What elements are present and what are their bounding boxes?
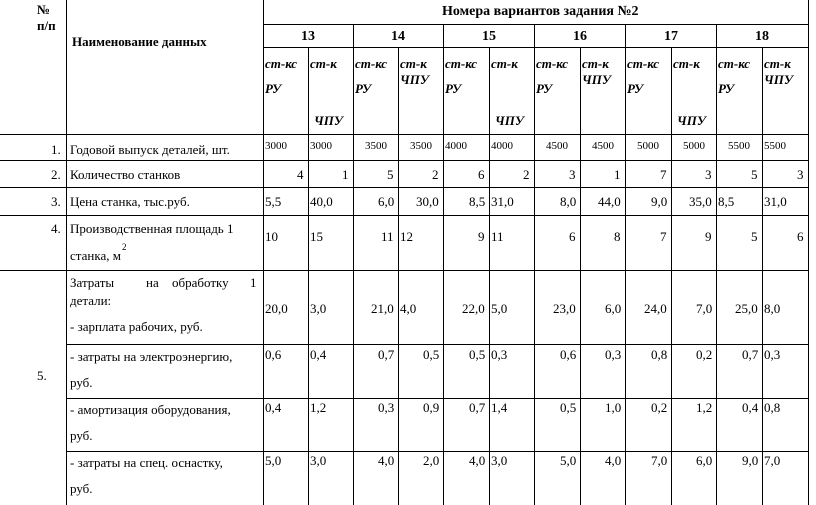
machine-type: ст-к	[673, 56, 700, 71]
row-name: руб.	[70, 428, 93, 443]
cell-value: 0,7	[469, 400, 486, 415]
cell-value: 3,0	[310, 453, 327, 468]
cell-value: 3	[569, 167, 576, 182]
grid-line	[66, 451, 809, 452]
cell-value: 0,2	[696, 347, 713, 362]
cell-value: 6,0	[378, 194, 395, 209]
machine-type: ЧПУ	[677, 113, 706, 128]
cell-value: 7	[660, 229, 667, 244]
row-name: станка, м	[70, 248, 121, 263]
cell-value: 8,0	[560, 194, 577, 209]
cell-value: 0,8	[651, 347, 668, 362]
grid-line	[0, 187, 809, 188]
cell-value: 5	[751, 167, 758, 182]
cell-value: 31,0	[491, 194, 514, 209]
grid-line	[263, 24, 809, 25]
cell-value: 1	[614, 167, 621, 182]
cell-value: 5,0	[265, 453, 282, 468]
machine-type: ЧПУ	[764, 72, 793, 87]
cell-value: 9,0	[651, 194, 668, 209]
cell-value: 7,0	[651, 453, 668, 468]
row-number: 2.	[51, 167, 61, 182]
grid-line	[580, 47, 581, 505]
row-name: Производственная площадь 1	[70, 221, 234, 236]
row-name: Затраты	[70, 275, 115, 290]
cell-value: 0,9	[423, 400, 440, 415]
variant-number: 16	[573, 29, 587, 44]
grid-line	[671, 47, 672, 505]
cell-value: 5500	[728, 140, 750, 152]
cell-value: 8	[614, 229, 621, 244]
grid-line	[66, 0, 67, 505]
grid-line	[0, 215, 809, 216]
row-name: обработку	[172, 275, 229, 290]
cell-value: 3000	[310, 140, 332, 152]
cell-value: 3000	[265, 140, 287, 152]
cell-value: 5000	[637, 140, 659, 152]
cell-value: 0,3	[378, 400, 395, 415]
row-name: - зарплата рабочих, руб.	[70, 319, 203, 334]
cell-value: 0,4	[742, 400, 759, 415]
cell-value: 0,3	[491, 347, 508, 362]
cell-value: 3500	[410, 140, 432, 152]
machine-type: ст-к	[310, 56, 337, 71]
cell-value: 20,0	[265, 301, 288, 316]
cell-value: 1,4	[491, 400, 508, 415]
cell-value: 2	[523, 167, 530, 182]
grid-line	[716, 24, 717, 505]
cell-value: 11	[381, 229, 394, 244]
cell-value: 0,5	[469, 347, 486, 362]
cell-value: 1,2	[310, 400, 327, 415]
cell-value: 8,5	[469, 194, 486, 209]
cell-value: 8,5	[718, 194, 735, 209]
cell-value: 0,4	[265, 400, 282, 415]
cell-value: 4	[297, 167, 304, 182]
cell-value: 7	[660, 167, 667, 182]
cell-value: 5,5	[265, 194, 282, 209]
row-name: детали:	[70, 293, 112, 308]
cell-value: 0,2	[651, 400, 668, 415]
cell-value: 4,0	[378, 453, 395, 468]
cell-value: 4,0	[469, 453, 486, 468]
cell-value: 10	[265, 229, 278, 244]
cell-value: 7,0	[696, 301, 713, 316]
row-number: 4.	[51, 221, 61, 236]
cell-value: 0,5	[560, 400, 577, 415]
grid-line	[353, 24, 354, 505]
cell-value: 5	[751, 229, 758, 244]
cell-value: 3	[797, 167, 804, 182]
variant-number: 14	[391, 29, 405, 44]
grid-line	[0, 270, 809, 271]
row-number: 5.	[37, 368, 47, 383]
cell-value: 0,6	[560, 347, 577, 362]
grid-line	[0, 134, 809, 135]
cell-value: 5,0	[560, 453, 577, 468]
grid-line	[398, 47, 399, 505]
grid-line	[66, 344, 809, 345]
cell-value: 9	[705, 229, 712, 244]
grid-line	[443, 24, 444, 505]
variant-number: 13	[301, 29, 315, 44]
cell-value: 5000	[683, 140, 705, 152]
cell-value: 6,0	[696, 453, 713, 468]
cell-value: 8,0	[764, 301, 781, 316]
cell-value: 40,0	[310, 194, 333, 209]
row-name: руб.	[70, 481, 93, 496]
variant-number: 17	[664, 29, 678, 44]
cell-value: 0,7	[378, 347, 395, 362]
machine-type: ЧПУ	[314, 113, 343, 128]
machine-type: РУ	[265, 81, 282, 96]
variants-title: Номера вариантов задания №2	[442, 4, 639, 19]
cell-value: 24,0	[644, 301, 667, 316]
cell-value: 0,5	[423, 347, 440, 362]
grid-line	[625, 24, 626, 505]
row-name: Количество станков	[70, 167, 181, 182]
cell-value: 6	[478, 167, 485, 182]
grid-line	[263, 0, 264, 505]
cell-value: 15	[310, 229, 323, 244]
machine-type: ЧПУ	[400, 72, 429, 87]
cell-value: 0,3	[605, 347, 622, 362]
row-name: - затраты на спец. оснастку,	[70, 455, 223, 470]
grid-line	[762, 47, 763, 505]
num-header: №	[37, 2, 51, 17]
cell-value: 4500	[592, 140, 614, 152]
cell-value: 6	[569, 229, 576, 244]
cell-value: 3,0	[310, 301, 327, 316]
cell-value: 21,0	[371, 301, 394, 316]
grid-line	[534, 24, 535, 505]
machine-type: РУ	[718, 81, 735, 96]
cell-value: 3,0	[491, 453, 508, 468]
machine-type: ст-к	[491, 56, 518, 71]
cell-value: 3500	[365, 140, 387, 152]
cell-value: 44,0	[598, 194, 621, 209]
cell-value: 22,0	[462, 301, 485, 316]
superscript: 2	[122, 242, 127, 252]
grid-line	[808, 0, 809, 505]
cell-value: 0,8	[764, 400, 781, 415]
variant-number: 15	[482, 29, 496, 44]
cell-value: 0,7	[742, 347, 759, 362]
cell-value: 2	[432, 167, 439, 182]
cell-value: 25,0	[735, 301, 758, 316]
row-number: 1.	[51, 142, 61, 157]
row-name: Годовой выпуск деталей, шт.	[70, 142, 230, 157]
machine-type: ст-кс	[536, 56, 569, 71]
cell-value: 4500	[546, 140, 568, 152]
cell-value: 2,0	[423, 453, 440, 468]
cell-value: 0,3	[764, 347, 781, 362]
cell-value: 7,0	[764, 453, 781, 468]
machine-type: РУ	[445, 81, 462, 96]
machine-type: РУ	[355, 81, 372, 96]
cell-value: 6,0	[605, 301, 622, 316]
machine-type: ст-кс	[355, 56, 388, 71]
cell-value: 4000	[445, 140, 467, 152]
row-number: 3.	[51, 194, 61, 209]
cell-value: 5500	[764, 140, 786, 152]
machine-type: ЧПУ	[495, 113, 524, 128]
cell-value: 4000	[491, 140, 513, 152]
cell-value: 35,0	[689, 194, 712, 209]
cell-value: 9,0	[742, 453, 759, 468]
machine-type: ст-кс	[445, 56, 478, 71]
machine-type: РУ	[627, 81, 644, 96]
cell-value: 30,0	[416, 194, 439, 209]
cell-value: 1,0	[605, 400, 622, 415]
machine-type: ст-кс	[718, 56, 751, 71]
cell-value: 6	[797, 229, 804, 244]
cell-value: 23,0	[553, 301, 576, 316]
cell-value: 5,0	[491, 301, 508, 316]
row-name: - затраты на электроэнергию,	[70, 349, 233, 364]
row-name: - амортизация оборудования,	[70, 402, 231, 417]
cell-value: 1,2	[696, 400, 713, 415]
machine-type: ст-к	[582, 56, 609, 71]
cell-value: 0,4	[310, 347, 327, 362]
grid-line	[263, 47, 809, 48]
row-name: на	[146, 275, 159, 290]
grid-line	[489, 47, 490, 505]
machine-type: ст-к	[764, 56, 791, 71]
machine-type: РУ	[536, 81, 553, 96]
row-name: 1	[250, 275, 257, 290]
name-header: Наименование данных	[72, 34, 207, 49]
cell-value: 9	[478, 229, 485, 244]
grid-line	[308, 47, 309, 505]
cell-value: 4,0	[400, 301, 417, 316]
cell-value: 0,6	[265, 347, 282, 362]
variant-number: 18	[755, 29, 769, 44]
row-name: Цена станка, тыс.руб.	[70, 194, 190, 209]
cell-value: 31,0	[764, 194, 787, 209]
cell-value: 1	[342, 167, 349, 182]
cell-value: 4,0	[605, 453, 622, 468]
row-name: руб.	[70, 375, 93, 390]
num-header: п/п	[37, 18, 56, 33]
cell-value: 3	[705, 167, 712, 182]
machine-type: ст-кс	[627, 56, 660, 71]
machine-type: ст-кс	[265, 56, 298, 71]
grid-line	[0, 160, 809, 161]
cell-value: 5	[387, 167, 394, 182]
grid-line	[66, 398, 809, 399]
cell-value: 11	[491, 229, 504, 244]
machine-type: ст-к	[400, 56, 427, 71]
cell-value: 12	[400, 229, 413, 244]
machine-type: ЧПУ	[582, 72, 611, 87]
